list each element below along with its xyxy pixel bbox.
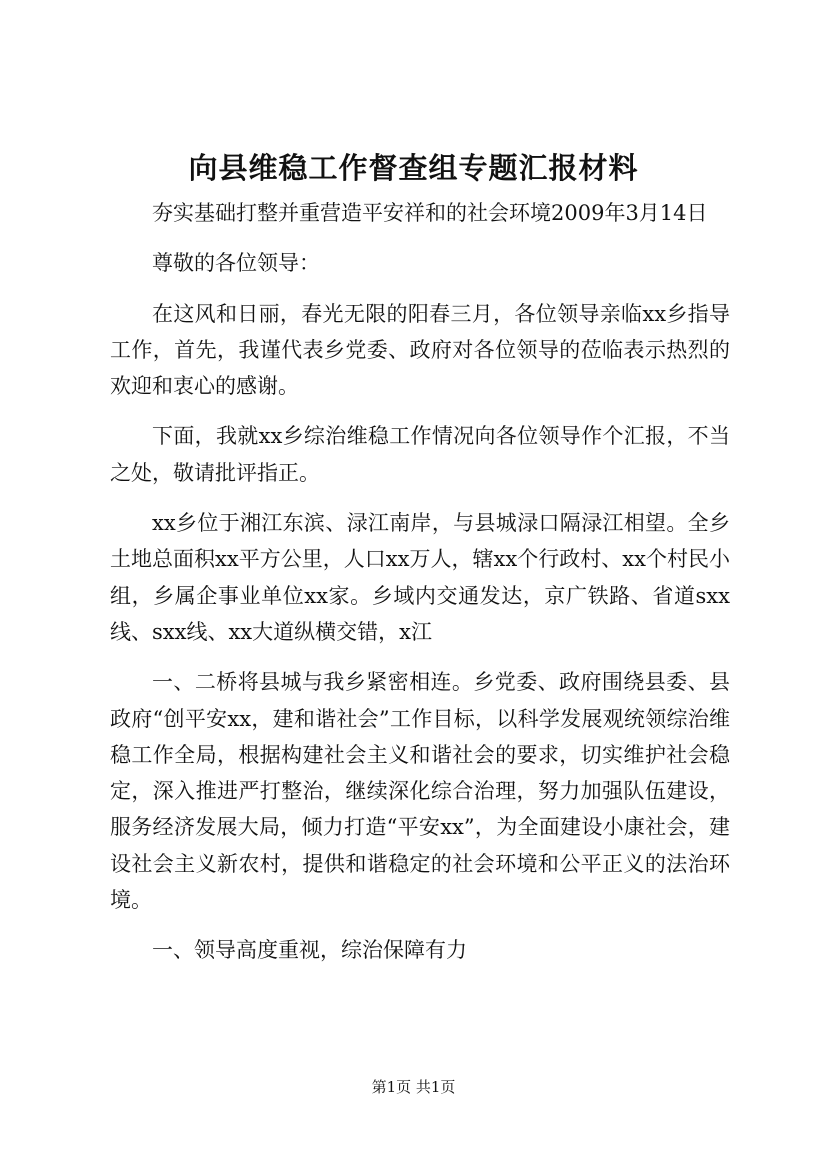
page-footer: 第1页 共1页 <box>371 1078 456 1096</box>
paragraph-goals: 一、二桥将县城与我乡紧密相连。乡党委、政府围绕县委、县政府“创平安xx，建和谐社会”工作目标，以科学发展观统领综治维稳工作全局，根据构建社会主义和谐社会的要求，切实维护社会稳定，深入推进严打整治，继续深化综合治理，努力加强队伍建设，服务经济发展大局，倾力打造“平安xx”，为全面建设小康社会，建设社会主义新农村，提供和谐稳定的社会环境和公平正义的法治环境。 <box>110 670 730 913</box>
paragraph-welcome: 在这风和日丽，春光无限的阳春三月，各位领导亲临xx乡指导工作，首先，我谨代表乡党委、政府对各位领导的莅临表示热烈的欢迎和衷心的感谢。 <box>110 301 730 399</box>
paragraph-overview: xx乡位于湘江东滨、渌江南岸，与县城渌口隔渌江相望。全乡土地总面积xx平方公里，人口xx万人，辖xx个行政村、xx个村民小组，乡属企事业单位xx家。乡域内交通发达，京广铁路、省道sxx线、sxx线、xx大道纵横交错，x江 <box>110 511 730 644</box>
paragraph-subtitle: 夯实基础打整并重营造平安祥和的社会环境2009年3月14日 <box>152 201 708 225</box>
paragraph-intro: 下面，我就xx乡综治维稳工作情况向各位领导作个汇报，不当之处，敬请批评指正。 <box>110 424 730 485</box>
paragraph-section-heading: 一、领导高度重视，综治保障有力 <box>152 938 467 963</box>
document-body <box>110 195 730 983</box>
document-title: 向县维稳工作督查组专题汇报材料 <box>188 151 639 185</box>
paragraph-salutation: 尊敬的各位领导： <box>152 251 320 276</box>
